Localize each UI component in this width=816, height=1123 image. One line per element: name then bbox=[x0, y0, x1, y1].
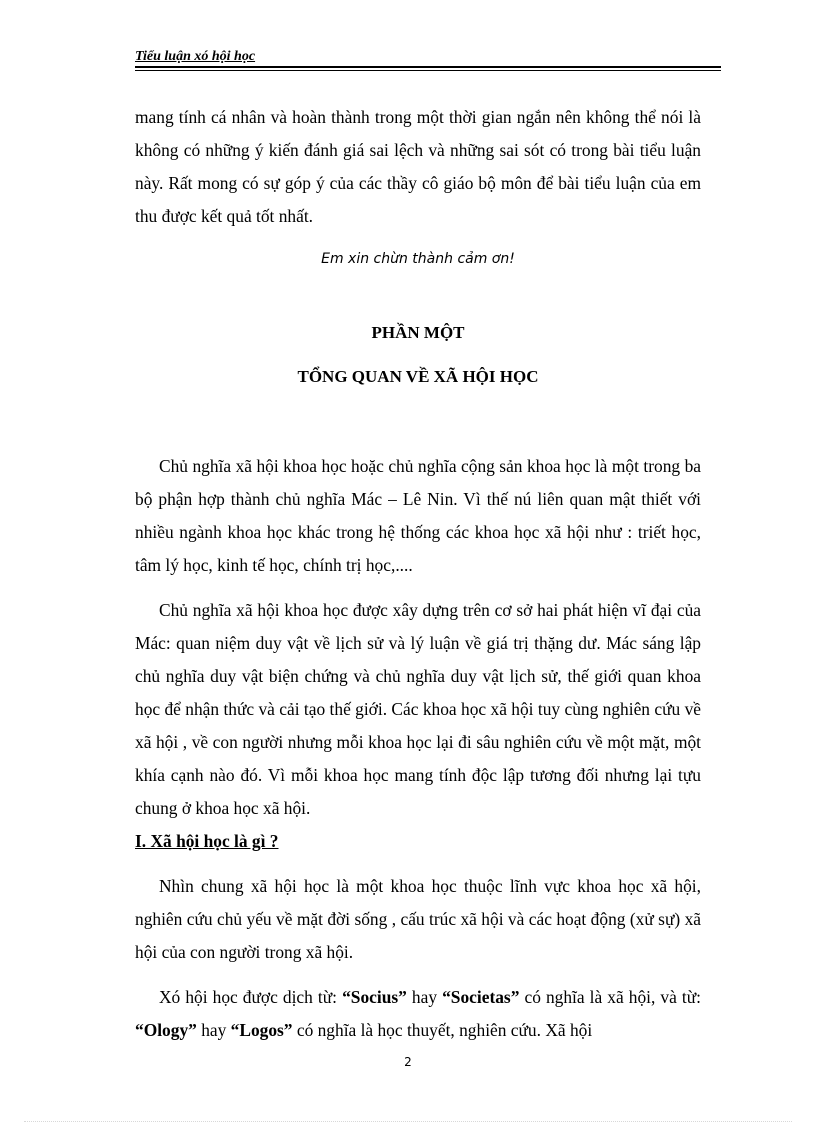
page-body bbox=[135, 101, 701, 1047]
page-number: 2 bbox=[404, 1055, 412, 1069]
body-paragraph: Chủ nghĩa xã hội khoa học hoặc chủ nghĩa cộng sản khoa học là một trong ba bộ phận hợp thành chủ nghĩa Mác – Lê Nin. Vì thế nú liên quan mật thiết với nhiều ngành khoa học khác trong hệ thống các khoa học xã hội như : triết học, tâm lý học, kinh tế học, chính trị học,.... bbox=[135, 456, 701, 575]
term-text: Xó hội học được dịch từ: bbox=[159, 987, 343, 1007]
intro-paragraph: mang tính cá nhân và hoàn thành trong một thời gian ngắn nên không thể nói là không có những ý kiến đánh giá sai lệch và những sai sót có trong bài tiểu luận này. Rất mong có sự góp ý của các thầy cô giáo bộ môn để bài tiểu luận của em thu được kết quả tốt nhất. bbox=[135, 107, 701, 226]
term-societas: “Societas” bbox=[442, 987, 520, 1007]
term-text: hay bbox=[196, 1020, 231, 1040]
section-paragraph: Nhìn chung xã hội học là một khoa học thuộc lĩnh vực khoa học xã hội, nghiên cứu chủ yếu về mặt đời sống , cấu trúc xã hội và các hoạt động (xử sự) xã hội của con người trong xã hội. bbox=[135, 876, 701, 962]
section-paragraph-terms bbox=[135, 981, 701, 1047]
term-ology: “Ology” bbox=[135, 1020, 197, 1040]
page-header bbox=[135, 49, 721, 65]
part-subtitle: TỔNG QUAN VỀ XÃ HỘI HỌC bbox=[297, 367, 539, 386]
term-logos: “Logos” bbox=[230, 1020, 293, 1040]
thanks-line: Em xin chừn thành cảm ơn! bbox=[321, 251, 515, 267]
term-text: hay bbox=[406, 987, 443, 1007]
header-rule-thin bbox=[135, 70, 721, 71]
term-socius: “Socius” bbox=[342, 987, 407, 1007]
section-heading: I. Xã hội học là gì ? bbox=[135, 831, 279, 851]
header-rule bbox=[135, 66, 721, 68]
header-title: Tiểu luận xó hội học bbox=[135, 49, 256, 64]
term-text: có nghĩa là học thuyết, nghiên cứu. Xã hội bbox=[292, 1020, 593, 1040]
page-bottom-border bbox=[24, 1121, 792, 1122]
body-paragraph: Chủ nghĩa xã hội khoa học được xây dựng trên cơ sở hai phát hiện vĩ đại của Mác: quan niệm duy vật về lịch sử và lý luận về giá trị thặng dư. Mác sáng lập chủ nghĩa duy vật biện chứng và chủ nghĩa duy vật lịch sử, thế giới quan khoa học để nhận thức và cải tạo thế giới. Các khoa học xã hội tuy cùng nghiên cứu về xã hội , về con người nhưng mỗi khoa học lại đi sâu nghiên cứu về một mặt, một khía cạnh nào đó. Vì mỗi khoa học mang tính độc lập tương đối nhưng lại tựu chung ở khoa học xã hội. bbox=[135, 600, 701, 818]
term-text: có nghĩa là xã hội, và từ: bbox=[519, 987, 701, 1007]
part-title: PHẦN MỘT bbox=[371, 323, 465, 342]
